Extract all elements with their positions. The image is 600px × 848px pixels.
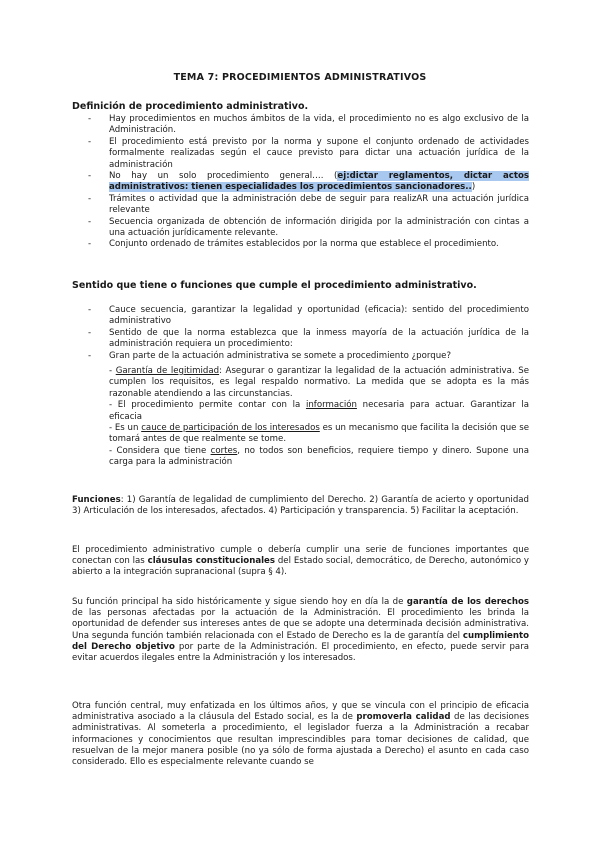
section-heading-sentido: Sentido que tiene o funciones que cumple el procedimiento administrativo. [72,280,477,291]
list-item: - Cauce secuencia, garantizar la legalidad y oportunidad (eficacia): sentido del procedimiento administrativo [88,305,529,327]
funciones-paragraph: Funciones: 1) Garantía de legalidad de cumplimiento del Derecho. 2) Garantía de acierto y oportunidad 3) Articulación de los interesados, afectados. 4) Participación y transparencia. 5) Facilitar la aceptación. [72,495,529,517]
list-item: - Secuencia organizada de obtención de información dirigida por la administración con cintas a una actuación jurídicamente relevante. [88,216,529,239]
list-item: - Trámites o actividad que la administración debe de seguir para realizAR una actuación jurídica relevante [88,193,529,216]
sub-item-informacion: - El procedimiento permite contar con la información necesaria para actuar. Garantizar la eficacia [109,400,529,422]
paragraph-garantia: Su función principal ha sido históricamente y sigue siendo hoy en día la de garantía de los derechos de las personas afectadas por la actuación de la Administración. El procedimiento les brinda la oportunidad de defender sus intereses antes de que se adopte una determinada decisión administrativa. Una segunda función también relacionada con el Estado de Derecho es la de garantía del cumplimiento del Derecho objetivo por parte de la Administración. El procedimiento, en efecto, puede servir para evitar acuerdos ilegales entre la Administración y los interesados. [72,597,529,664]
sub-item-participacion: - Es un cauce de participación de los interesados es un mecanismo que facilita la decisión que se tomará antes de que realmente se tome. [109,423,529,445]
list-item: - No hay un solo procedimiento general…. (ej:dictar reglamentos, dictar actos administrativos: tienen especialidades los procedimientos sancionadores..) [88,171,530,193]
list-item: - El procedimiento está previsto por la norma y supone el conjunto ordenado de actividades formalmente realizadas según el cauce previsto para dictar una actuación jurídica de la administración [88,136,529,170]
paragraph-clausulas: El procedimiento administrativo cumple o debería cumplir una serie de funciones importantes que conectan con las cláusulas constitucionales del Estado social, democrático, de Derecho, autonómico y abierto a la integración supranacional (supra § 4). [72,545,529,578]
sentido-sub-items [72,366,529,469]
highlighted-text: ej:dictar reglamentos, dictar actos administrativos: tienen especialidades los procedimientos sancionadores.. [109,171,530,193]
list-item: - Sentido de que la norma establezca que la inmess mayoría de la actuación jurídica de la administración requiera un procedimiento: [88,327,529,350]
sentido-list [72,305,529,362]
section-heading-definicion: Definición de procedimiento administrativo. [72,101,309,112]
list-item: - Conjunto ordenado de trámites establecidos por la norma que establece el procedimiento. [88,239,499,250]
document-title: TEMA 7: PROCEDIMIENTOS ADMINISTRATIVOS [173,72,427,83]
list-item: - Gran parte de la actuación administrativa se somete a procedimiento ¿porque? [88,350,452,361]
sub-item-legitimidad: - Garantía de legitimidad: Asegurar o garantizar la legalidad de la actuación administrativa. Se cumplen los requisitos, es legal respaldo normativo. La medida que se adopta es la más razonable atendiendo a las circunstancias. [109,366,529,399]
sub-item-cortes: - Considera que tiene cortes, no todos son beneficios, requiere tiempo y dinero. Supone una carga para la administración [109,445,529,468]
paragraph-calidad: Otra función central, muy enfatizada en los últimos años, y que se vincula con el principio de eficacia administrativa asociado a la cláusula del Estado social, es la de promoverla calidad de las decisiones administrativas. Al someterla a procedimiento, el legislador fuerza a la Administración a recabar informaciones y conocimientos que resultan imprescindibles para tomar decisiones de calidad, que resuelvan de la mejor manera posible (no ya sólo de forma ajustada a Derecho) el asunto en cada caso considerado. Ello es especialmente relevante cuando se [72,701,529,768]
list-item: - Hay procedimientos en muchos ámbitos de la vida, el procedimiento no es algo exclusivo de la Administración. [88,114,529,136]
definicion-list [72,114,529,251]
